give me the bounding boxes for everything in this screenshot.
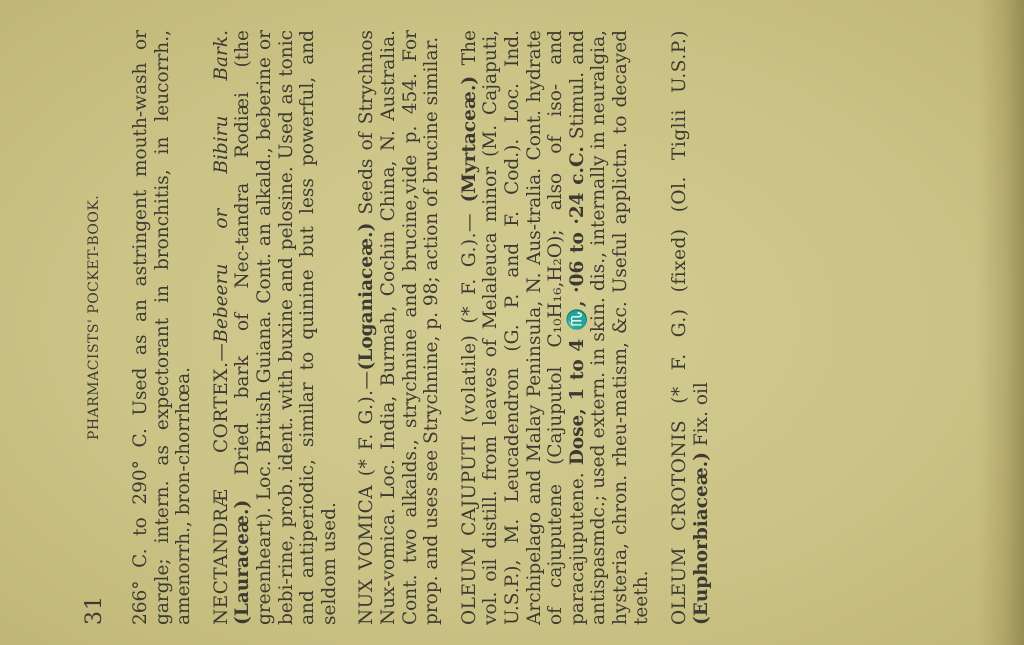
dose-label: Dose,	[566, 408, 588, 466]
entry-oleum-crotonis	[669, 30, 712, 625]
entry-family: (Lauraceæ.)	[232, 499, 254, 625]
entry-oleum-cajuputi	[459, 30, 653, 625]
entry-text-tail: Stimul. and antispasmdc.; used extern. in skin. dis., internally in neuralgia, hysteria, chron. rheu-matism, &c. Useful applictn. to decayed teeth.	[566, 30, 653, 625]
entry-family: (Loganiaceæ.)	[356, 222, 378, 371]
page-number: 31	[82, 595, 107, 625]
entry-heading: NUX VOMICA (* F. G.).—	[356, 370, 378, 625]
entry-continuation	[130, 30, 195, 625]
entry-nectandrae-cortex	[211, 30, 341, 625]
entry-text: 266° C. to 290° C. Used as an astringent mouth-wash or gargle; intern. as expectorant in bronchitis, in leucorrh., amenorrh., bron-chorrhœa.	[130, 30, 195, 625]
entry-heading: NECTANDRÆ CORTEX.—	[210, 342, 232, 625]
entry-heading: OLEUM CROTONIS (* F. G.) (fixed) (Ol. Tiglii U.S.P.)	[669, 30, 691, 625]
entry-heading: OLEUM CAJUPUTI (volatile) (* F. G.).—	[458, 212, 480, 625]
running-title: PHARMACISTS' POCKET-BOOK.	[86, 194, 102, 440]
entry-family: (Myrtaceæ.)	[458, 75, 480, 203]
entry-family: (Euphorbiaceæ.)	[690, 452, 712, 625]
dose-value: 1 to 4 ♏, ·06 to ·24 c.C.	[566, 146, 588, 409]
entry-heading-italic: Bebeeru or Bibiru Bark.	[210, 30, 232, 343]
page-header	[82, 25, 112, 625]
entry-text: Fix. oil	[690, 382, 712, 452]
entry-text: Seeds of Strychnos Nux-vomica. Loc. India, Burmah, Cochin China, N. Australia. Cont. two alkalds., strychnine and brucine,vide p. 454. For prop. and uses see Strychnine, p. 98; action of brucine similar.	[356, 30, 443, 625]
entry-nux-vomica	[356, 30, 442, 625]
entry-text: The vol. oil distill. from leaves of Melaleuca minor (M. Cajaputi, U.S.P.), M. Leucadendron (G. P. and F. Cod.). Loc. Ind. Archipelago and Malay Peninsula, N. Aus-tralia. Cont. hydrate of cajuputene (Cajuputol C₁₀H₁₆,H₂O); also of iso- and paracajuputene.	[458, 30, 588, 625]
entry-text: Dried bark of Nec-tandra Rodiæi (the greenheart). Loc. British Guiana. Cont. an alkald., beberine or bebi-rine, prob. ident. with buxine and pelosine. Used as tonic and antiperiodic, similar to quinine but less powerful, and seldom used.	[232, 30, 340, 625]
text-block	[130, 30, 712, 625]
